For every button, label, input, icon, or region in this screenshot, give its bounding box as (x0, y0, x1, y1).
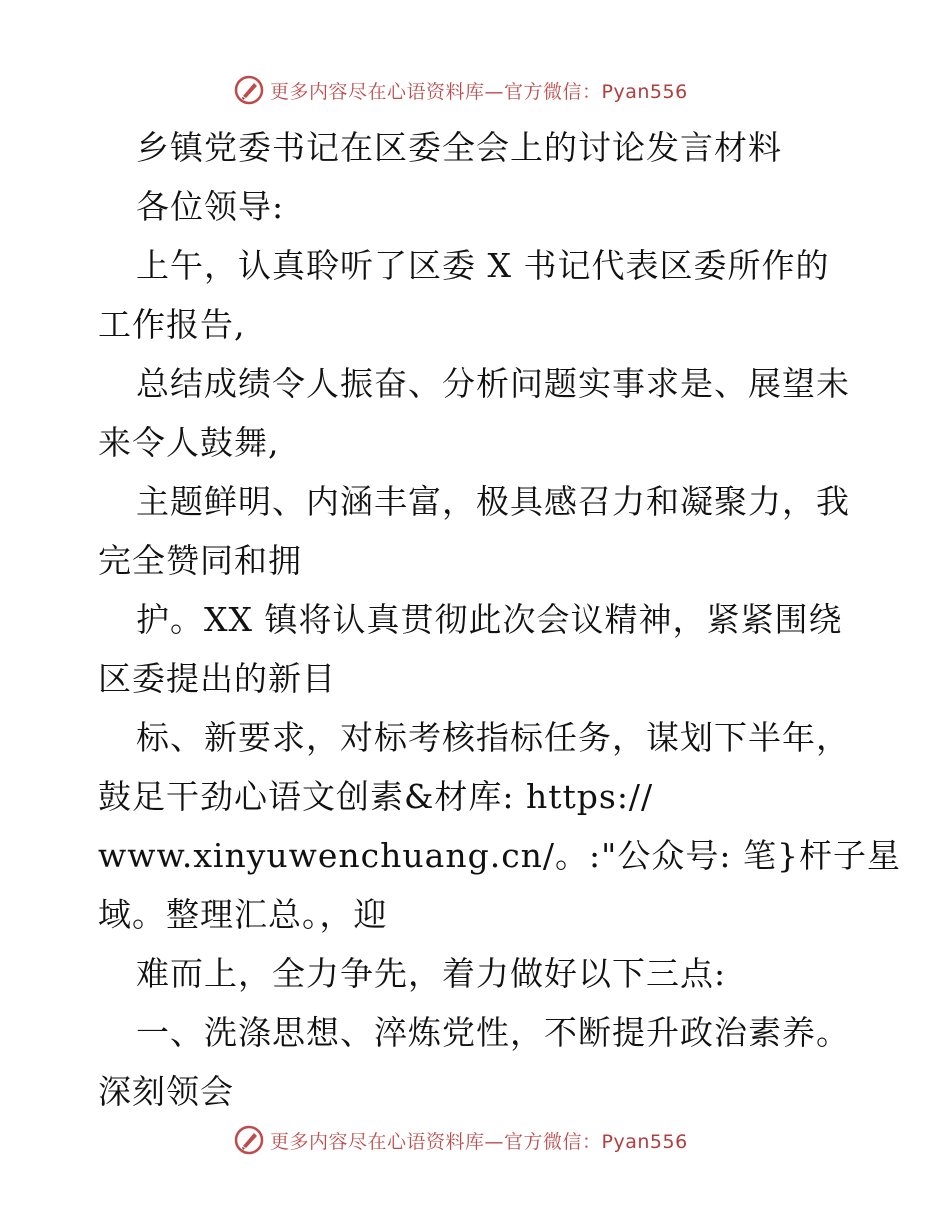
body-line: 上午，认真聆听了区委 X 书记代表区委所作的 (136, 246, 830, 285)
header-watermark-id: Pyan556 (601, 80, 688, 103)
document-body (98, 118, 901, 1121)
body-line: 域。整理汇总。，迎 (98, 895, 388, 934)
body-line: 主题鲜明、内涵丰富，极具感召力和凝聚力，我 (136, 482, 850, 521)
body-line: 来令人鼓舞, (98, 423, 280, 462)
body-line: 标、新要求，对标考核指标任务，谋划下半年， (136, 718, 850, 757)
body-line: 各位领导: (136, 187, 285, 226)
footer-watermark-text (270, 1127, 688, 1154)
body-line: www.xinyuwenchuang.cn/。:"公众号: 笔}杆子星 (98, 836, 901, 875)
footer-watermark-id: Pyan556 (601, 1130, 688, 1153)
body-line: 深刻领会 (98, 1072, 234, 1111)
document-title: 乡镇党委书记在区委全会上的讨论发言材料 (136, 128, 782, 167)
body-line: 工作报告, (98, 305, 246, 344)
pen-logo-icon (234, 1125, 264, 1155)
body-line: 总结成绩令人振奋、分析问题实事求是、展望未 (136, 364, 850, 403)
body-line: 鼓足干劲心语文创素&材库: https:// (98, 777, 654, 816)
footer-watermark-label: 更多内容尽在心语资料库—官方微信： (270, 1130, 602, 1153)
body-line: 完全赞同和拥 (98, 541, 302, 580)
header-watermark-label: 更多内容尽在心语资料库—官方微信： (270, 80, 602, 103)
body-line: 护。XX 镇将认真贯彻此次会议精神，紧紧围绕 (136, 600, 843, 639)
body-line: 一、洗涤思想、淬炼党性，不断提升政治素养。 (136, 1013, 850, 1052)
header-watermark-text (270, 77, 688, 104)
footer-watermark (234, 1122, 754, 1158)
body-line: 区委提出的新目 (98, 659, 336, 698)
pen-logo-icon (234, 75, 264, 105)
body-line: 难而上，全力争先，着力做好以下三点: (136, 954, 727, 993)
header-watermark (234, 72, 754, 108)
